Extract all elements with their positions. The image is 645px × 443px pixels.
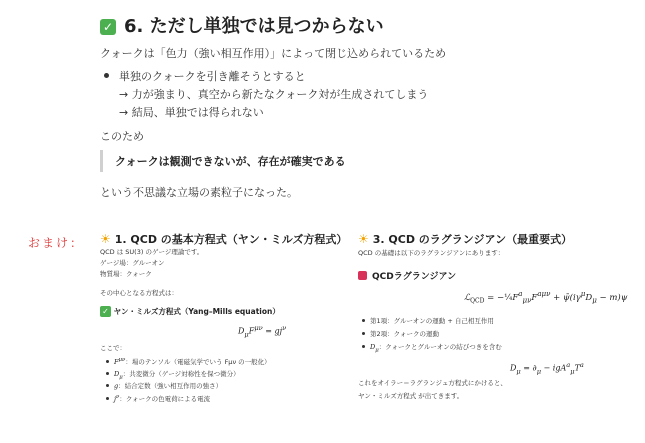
sun-icon: ☀ xyxy=(358,232,369,246)
right-heading xyxy=(358,231,572,247)
check-icon: ✓ xyxy=(100,306,111,317)
arrow-line-1: → 力が強まり、真空から新たなクォーク対が生成されてしまう xyxy=(119,88,429,101)
left-subheading-text: ヤン・ミルズ方程式（Yang–Mills equation） xyxy=(113,307,280,316)
quote-text: クォークは観測できないが、存在が確実である xyxy=(115,155,346,168)
left-line-1: QCD は SU(3) のゲージ理論です。 xyxy=(100,248,204,256)
term-item xyxy=(106,358,271,366)
right-heading-text: 3. QCD のラグランジアン（最重要式） xyxy=(372,233,573,246)
right-outro-1: これをオイラー＝ラグランジュ方程式にかけると、 xyxy=(358,379,507,387)
sun-icon: ☀ xyxy=(100,232,111,246)
term-desc: ：共変微分（ゲージ対称性を保つ微分） xyxy=(122,370,240,378)
check-icon: ✓ xyxy=(100,19,116,35)
arrow-line-2: → 結局、単独では得られない xyxy=(119,106,264,119)
right-bullet xyxy=(362,318,494,325)
term-symbol: $D_\mu$ xyxy=(114,370,123,381)
right-bullet: $D_\mu$：クォークとグルーオンの結びつきを含む xyxy=(362,344,502,354)
bullet-dot xyxy=(106,384,109,387)
therefore-text: このため xyxy=(100,130,144,143)
omake-label: おまけ： xyxy=(28,236,85,250)
left-subheading xyxy=(100,306,280,317)
left-line-4: その中心となる方程式は： xyxy=(100,289,178,297)
term-symbol: g xyxy=(114,382,119,390)
term-desc: ：クォークの色電荷による電流 xyxy=(119,395,211,404)
term-symbol: $j^\nu$ xyxy=(114,394,120,404)
term-item xyxy=(106,383,222,390)
section-heading xyxy=(100,12,384,38)
right-bullet xyxy=(362,331,439,338)
left-heading-text: 1. QCD の基本方程式（ヤン・ミルズ方程式） xyxy=(114,233,348,246)
quote-bar xyxy=(100,150,103,172)
right-subheading xyxy=(358,269,456,282)
intro-text: クォークは「色力（強い相互作用）」によって閉じ込められているため xyxy=(100,47,447,60)
right-intro: QCD の基礎は以下のラグランジアンにあります： xyxy=(358,249,505,257)
bullet-dot xyxy=(106,360,109,363)
right-bullet-text: 第1項：グルーオンの運動 + 自己相互作用 xyxy=(370,317,494,325)
yang-mills-equation: $D_\mu F^{\mu\nu} = gj^\nu$ xyxy=(238,324,287,339)
term-desc: ：結合定数（強い相互作用の強さ） xyxy=(118,382,223,390)
right-outro-2: ヤン・ミルズ方程式 が出てきます。 xyxy=(358,392,464,400)
bullet-text: 単独のクォークを引き離そうとすると xyxy=(119,70,306,83)
left-line-3: 物質場：クォーク xyxy=(100,270,152,278)
term-item xyxy=(106,395,210,403)
bullet-dot xyxy=(362,345,365,348)
bullet-dot xyxy=(362,319,365,322)
section-heading-text: 6. ただし単独では見つからない xyxy=(124,16,384,37)
term-desc: ：場のテンソル（電磁気学でいう Fμν の一般化） xyxy=(125,358,271,367)
term-item xyxy=(106,371,240,381)
term-symbol: $D_\mu$ xyxy=(370,343,379,354)
left-line-2: ゲージ場：グルーオン xyxy=(100,259,165,267)
term-symbol: $F^{\mu\nu}$ xyxy=(114,357,126,367)
right-subheading-text: QCDラグランジアン xyxy=(372,272,457,282)
lagrangian-equation: ℒ$_{QCD}$ = $-\frac{1}{4}F^a_{\mu\nu}F^{a\mu\nu}$ + $\psī(i\gamma^\mu D_\mu - m)\psi$ xyxy=(464,289,628,305)
bullet-dot xyxy=(106,397,109,400)
bullet-dot xyxy=(106,372,109,375)
bullet-dot xyxy=(362,332,365,335)
left-heading xyxy=(100,231,347,247)
square-icon xyxy=(358,271,367,280)
covariant-derivative-equation: $D_\mu = \partial_\mu - igA^a_\mu T^a$ xyxy=(510,361,584,376)
conclusion-text: という不思議な立場の素粒子になった。 xyxy=(100,186,298,199)
right-bullet-text: 第2項：クォークの運動 xyxy=(370,330,439,338)
here-label: ここで： xyxy=(100,344,126,352)
bullet-item xyxy=(104,68,306,84)
bullet-dot xyxy=(104,73,109,78)
